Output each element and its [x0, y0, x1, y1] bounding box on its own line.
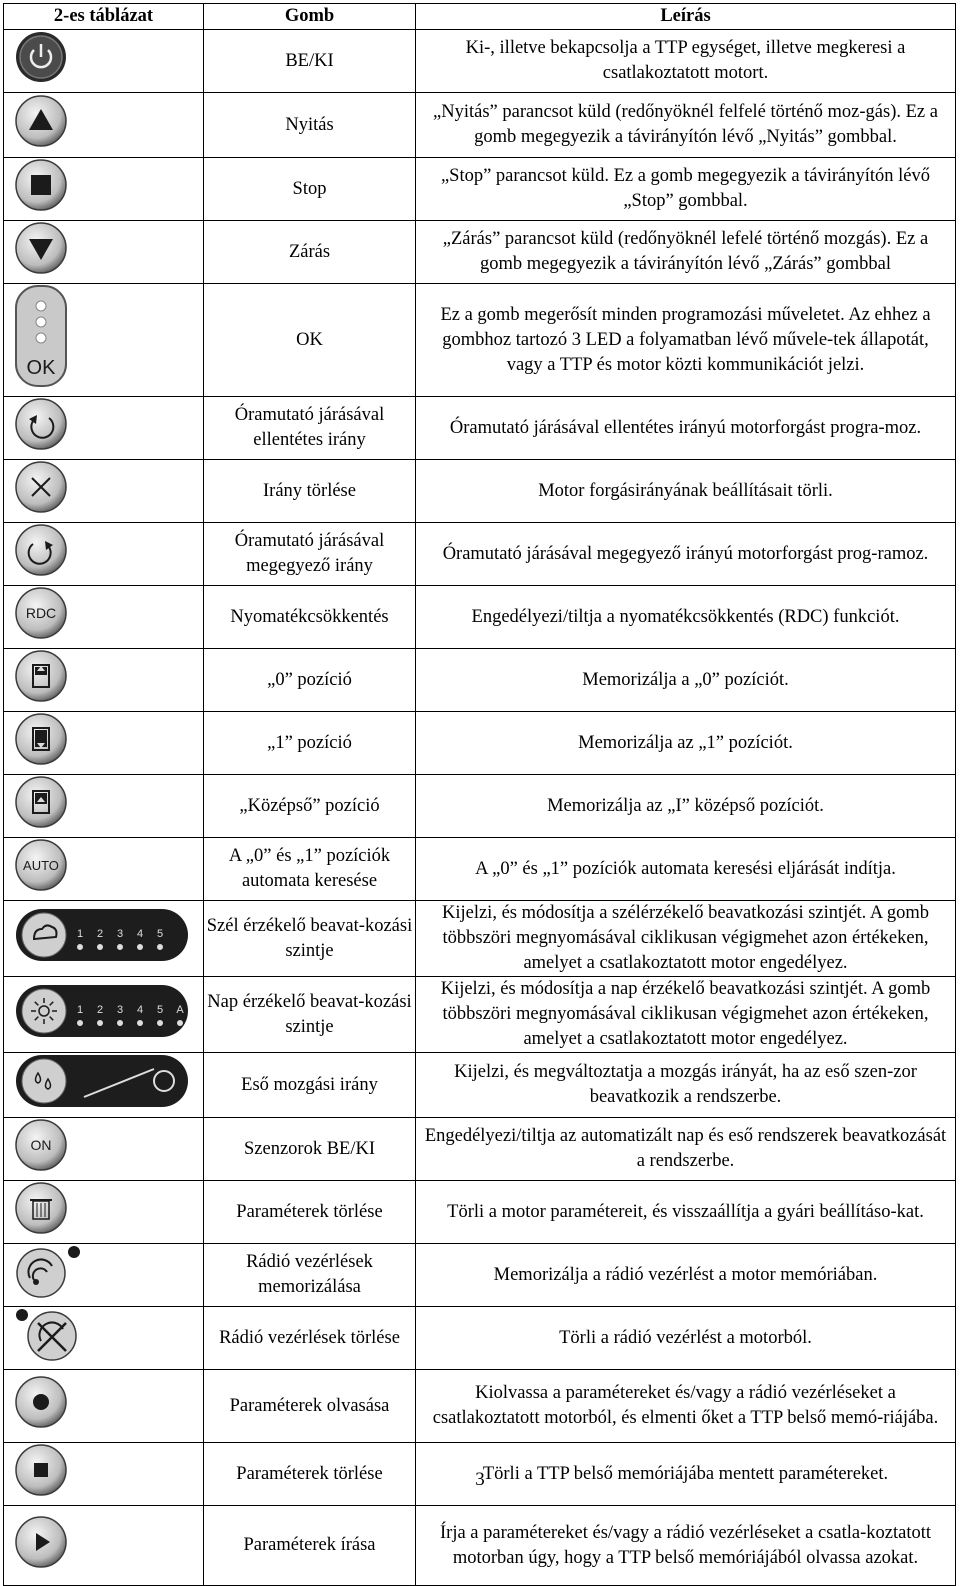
- button-description: Ez a gomb megerősít minden programozási műveletet. Az ehhez a gombhoz tartozó 3 LED a folyamatban lévő művele-tek állapotát, vagy a TTP és motor közti kommunikációt jelzi.: [416, 284, 956, 397]
- button-icon-cell: [4, 221, 204, 284]
- svg-text:2: 2: [96, 1003, 104, 1016]
- svg-text:4: 4: [136, 1003, 144, 1016]
- rdc-icon[interactable]: [14, 586, 68, 648]
- button-description: Memorizálja az „I” középső pozíciót.: [416, 775, 956, 838]
- button-name: Rádió vezérlések törlése: [204, 1307, 416, 1370]
- button-icon-cell: [4, 284, 204, 397]
- button-description: Óramutató járásával ellentétes irányú motorforgást progra-moz.: [416, 397, 956, 460]
- button-description: „Nyitás” parancsot küld (redőnyöknél felfelé történő moz-gás). Ez a gomb megegyezik a távirányítón lévő „Nyitás” gombbal.: [416, 93, 956, 158]
- button-name: Irány törlése: [204, 460, 416, 523]
- button-icon-cell: [4, 977, 204, 1053]
- button-icon-cell: [4, 649, 204, 712]
- button-icon-cell: [4, 775, 204, 838]
- table-row: [4, 712, 956, 775]
- header-button: Gomb: [204, 4, 416, 30]
- svg-text:2: 2: [96, 927, 104, 940]
- table-row: [4, 901, 956, 977]
- button-name: BE/KI: [204, 30, 416, 93]
- button-name: Paraméterek törlése: [204, 1181, 416, 1244]
- x-icon[interactable]: [14, 460, 68, 522]
- table-row: [4, 1181, 956, 1244]
- svg-text:A: A: [176, 1003, 184, 1016]
- radio-delete-icon[interactable]: [14, 1307, 84, 1369]
- button-name: Stop: [204, 158, 416, 221]
- table-row: [4, 1307, 956, 1370]
- header-table-label: 2-es táblázat: [4, 4, 204, 30]
- stop-square-icon[interactable]: [14, 158, 68, 220]
- table-row: [4, 1118, 956, 1181]
- counterclockwise-icon[interactable]: [14, 397, 68, 459]
- button-name: Paraméterek írása: [204, 1506, 416, 1586]
- button-name: Szél érzékelő beavat-kozási szintje: [204, 901, 416, 977]
- position-1-icon[interactable]: [14, 712, 68, 774]
- button-description: Memorizálja az „1” pozíciót.: [416, 712, 956, 775]
- button-name: Paraméterek törlése: [204, 1443, 416, 1506]
- rain-direction-icon[interactable]: [14, 1053, 190, 1117]
- button-icon-cell: [4, 30, 204, 93]
- middle-position-icon[interactable]: [14, 775, 68, 837]
- svg-text:5: 5: [156, 1003, 164, 1016]
- record-icon[interactable]: [14, 1375, 68, 1437]
- button-icon-cell: [4, 93, 204, 158]
- svg-text:1: 1: [76, 927, 84, 940]
- button-description: Óramutató járásával megegyező irányú motorforgást prog-ramoz.: [416, 523, 956, 586]
- button-description: Törli a motor paramétereit, és visszaállítja a gyári beállításo-kat.: [416, 1181, 956, 1244]
- table-row: [4, 838, 956, 901]
- button-name: Rádió vezérlések memorizálása: [204, 1244, 416, 1307]
- table-row: [4, 1053, 956, 1118]
- table-row: [4, 1370, 956, 1443]
- svg-text:AUTO: AUTO: [23, 858, 59, 873]
- button-description: Törli a TTP belső memóriájába mentett paramétereket.: [416, 1443, 956, 1506]
- button-name: Paraméterek olvasása: [204, 1370, 416, 1443]
- button-description: Memorizálja a „0” pozíciót.: [416, 649, 956, 712]
- button-icon-cell: [4, 1053, 204, 1118]
- ok-led-icon[interactable]: [14, 284, 68, 396]
- auto-icon[interactable]: [14, 838, 68, 900]
- table-row: [4, 30, 956, 93]
- wind-level-icon[interactable]: [14, 907, 190, 971]
- button-name: Óramutató járásával megegyező irány: [204, 523, 416, 586]
- svg-text:5: 5: [156, 927, 164, 940]
- button-description: Ki-, illetve bekapcsolja a TTP egységet, illetve megkeresi a csatlakoztatott motort.: [416, 30, 956, 93]
- table-row: [4, 397, 956, 460]
- table-row: [4, 586, 956, 649]
- down-triangle-icon[interactable]: [14, 221, 68, 283]
- table-row: [4, 460, 956, 523]
- button-icon-cell: [4, 838, 204, 901]
- button-icon-cell: [4, 1307, 204, 1370]
- table-header-row: [4, 4, 956, 30]
- button-description: Engedélyezi/tiltja az automatizált nap és eső rendszerek beavatkozását a rendszerbe.: [416, 1118, 956, 1181]
- button-description: „Zárás” parancsot küld (redőnyöknél lefelé történő mozgás). Ez a gomb megegyezik a távirányítón lévő „Zárás” gombbal: [416, 221, 956, 284]
- button-description: Kiolvassa a paramétereket és/vagy a rádió vezérléseket a csatlakoztatott motorból, és elmenti őket a TTP belső memó-riájába.: [416, 1370, 956, 1443]
- button-icon-cell: [4, 712, 204, 775]
- button-description: Törli a rádió vezérlést a motorból.: [416, 1307, 956, 1370]
- button-name: Nap érzékelő beavat-kozási szintje: [204, 977, 416, 1053]
- clockwise-icon[interactable]: [14, 523, 68, 585]
- button-name: OK: [204, 284, 416, 397]
- button-description: Írja a paramétereket és/vagy a rádió vezérléseket a csatla-koztatott motorban úgy, hogy a TTP belső memóriájából olvassa azokat.: [416, 1506, 956, 1586]
- button-name: Óramutató járásával ellentétes irány: [204, 397, 416, 460]
- page-number: 3: [475, 1469, 485, 1490]
- button-description: Motor forgásirányának beállításait törli.: [416, 460, 956, 523]
- button-icon-cell: [4, 1181, 204, 1244]
- button-icon-cell: [4, 1506, 204, 1586]
- svg-text:1: 1: [76, 1003, 84, 1016]
- button-icon-cell: [4, 586, 204, 649]
- button-name: A „0” és „1” pozíciók automata keresése: [204, 838, 416, 901]
- button-icon-cell: [4, 460, 204, 523]
- button-description: Memorizálja a rádió vezérlést a motor memóriában.: [416, 1244, 956, 1307]
- button-icon-cell: [4, 158, 204, 221]
- svg-text:3: 3: [116, 1003, 124, 1016]
- svg-text:RDC: RDC: [25, 605, 57, 621]
- button-description: Kijelzi, és megváltoztatja a mozgás irányát, ha az eső szen-zor beavatkozik a rendszerbe.: [416, 1053, 956, 1118]
- button-description: Engedélyezi/tiltja a nyomatékcsökkentés (RDC) funkciót.: [416, 586, 956, 649]
- button-icon-cell: [4, 1370, 204, 1443]
- table-row: [4, 523, 956, 586]
- button-name: Szenzorok BE/KI: [204, 1118, 416, 1181]
- radio-memorize-icon[interactable]: [14, 1244, 84, 1306]
- button-description: „Stop” parancsot küld. Ez a gomb megegyezik a távirányítón lévő „Stop” gombbal.: [416, 158, 956, 221]
- header-description: Leírás: [416, 4, 956, 30]
- button-name: Zárás: [204, 221, 416, 284]
- sun-level-icon[interactable]: [14, 983, 190, 1047]
- button-description: A „0” és „1” pozíciók automata keresési eljárását indítja.: [416, 838, 956, 901]
- svg-text:4: 4: [136, 927, 144, 940]
- table-row: [4, 284, 956, 397]
- table-row: [4, 775, 956, 838]
- button-name: Eső mozgási irány: [204, 1053, 416, 1118]
- button-icon-cell: [4, 523, 204, 586]
- button-icon-cell: [4, 397, 204, 460]
- play-icon[interactable]: [14, 1515, 68, 1577]
- svg-text:ON: ON: [30, 1137, 52, 1153]
- table-row: [4, 93, 956, 158]
- table-row: [4, 158, 956, 221]
- button-description: Kijelzi, és módosítja a nap érzékelő beavatkozási szintjét. A gomb többszöri megnyomásával ciklikusan végigmehet azon értékeken, amelyet a csatlakoztatott motor engedélyez.: [416, 977, 956, 1053]
- button-icon-cell: [4, 1244, 204, 1307]
- power-icon[interactable]: [14, 30, 68, 92]
- sensors-on-icon[interactable]: [14, 1118, 68, 1180]
- table-row: [4, 649, 956, 712]
- button-name: „Középső” pozíció: [204, 775, 416, 838]
- svg-text:3: 3: [116, 927, 124, 940]
- button-name: Nyomatékcsökkentés: [204, 586, 416, 649]
- table-row: [4, 221, 956, 284]
- button-name: „0” pozíció: [204, 649, 416, 712]
- button-icon-cell: [4, 1118, 204, 1181]
- trash-icon[interactable]: [14, 1181, 68, 1243]
- button-name: Nyitás: [204, 93, 416, 158]
- button-table: [3, 3, 956, 1586]
- position-0-icon[interactable]: [14, 649, 68, 711]
- table-row: [4, 1506, 956, 1586]
- up-triangle-icon[interactable]: [14, 94, 68, 156]
- table-row: [4, 977, 956, 1053]
- svg-text:OK: OK: [26, 357, 56, 379]
- table-row: [4, 1244, 956, 1307]
- button-icon-cell: [4, 901, 204, 977]
- button-name: „1” pozíció: [204, 712, 416, 775]
- button-description: Kijelzi, és módosítja a szélérzékelő beavatkozási szintjét. A gomb többszöri megnyomásával ciklikusan végigmehet azon értékeken, amelyet a csatlakoztatott motor engedélyez.: [416, 901, 956, 977]
